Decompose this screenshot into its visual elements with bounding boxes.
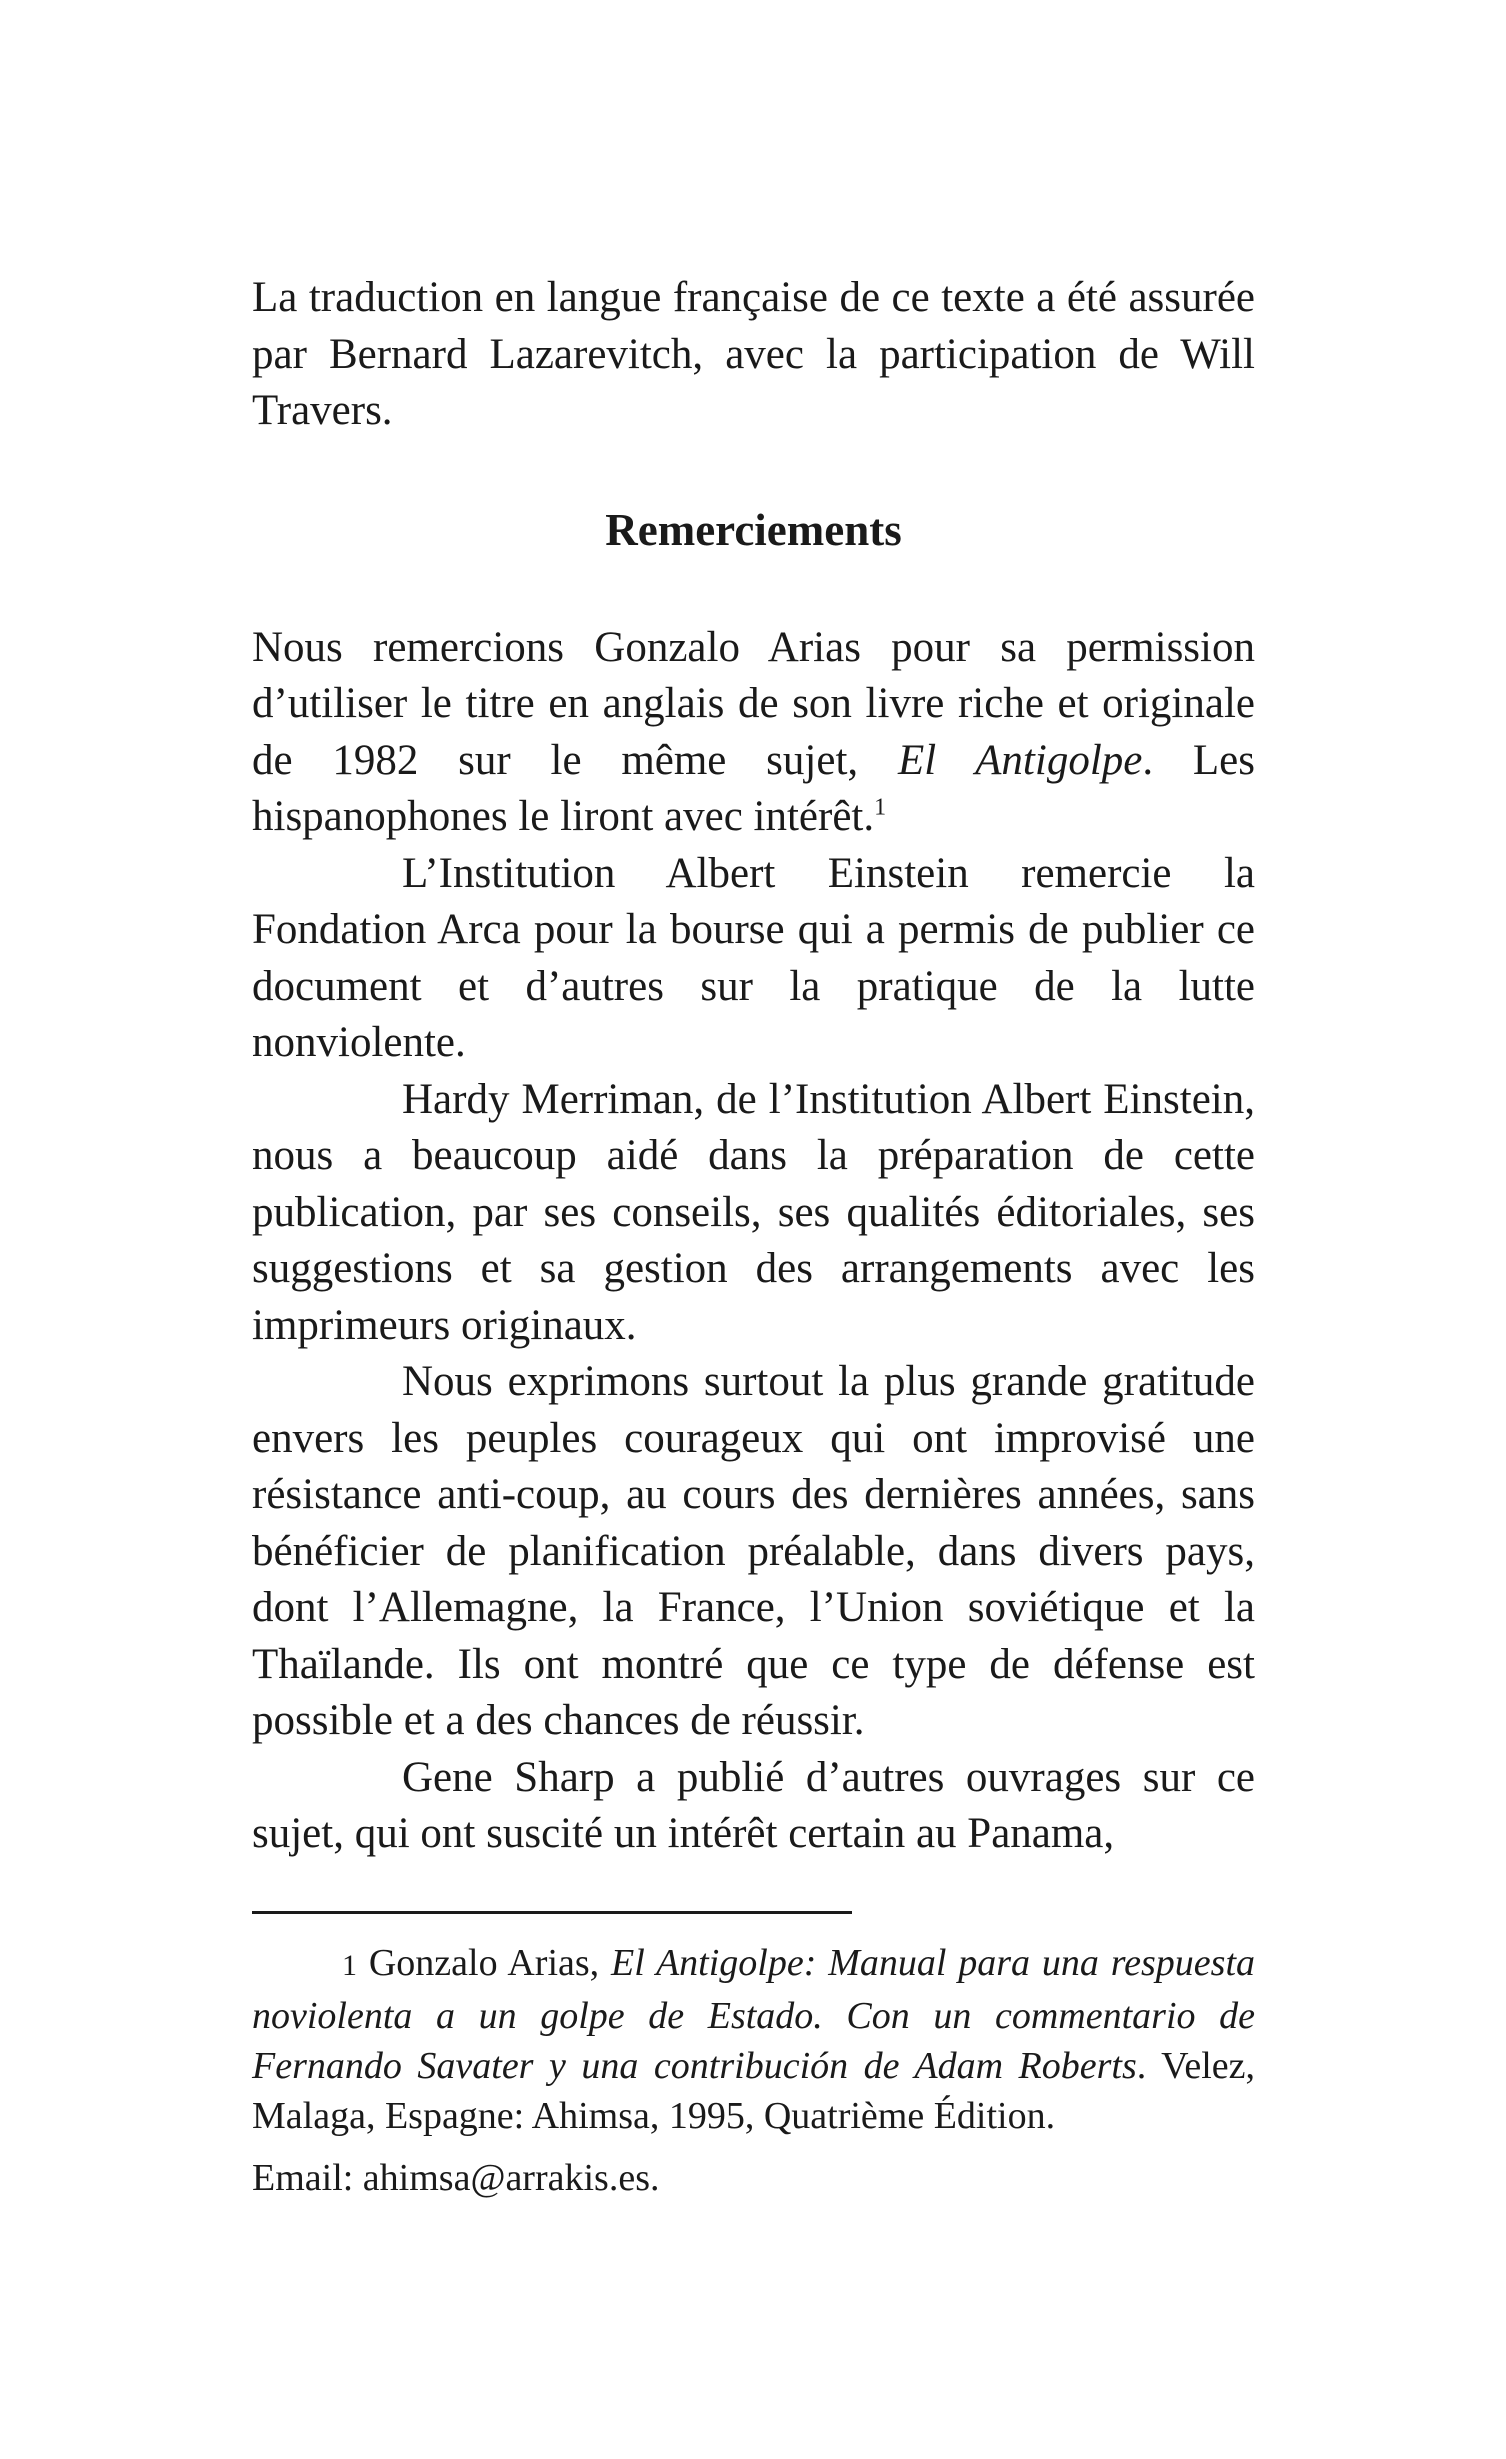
footnote-author: Gonzalo Arias, [368,1942,612,1984]
footnote-divider [252,1911,852,1914]
translation-note: La traduction en langue française de ce texte a été assurée par Bernard Lazarevitch, avec la participation de Will Travers. [252,274,1255,434]
paragraph-3: Hardy Merriman, de l’Institution Albert Einstein, nous a beaucoup aidé dans la préparation de cette publication, par ses conseils, ses qualités éditoriales, ses suggestions et sa gestion des arrangements avec les imprimeurs originaux. [252,1075,1255,1349]
footnote-number: 1 [342,1949,357,1982]
footnote-title: El Antigolpe: Manual para una respuesta noviolenta a un golpe de Estado. Con un commentario de Fernando Savater y una contribución de Adam Roberts [252,1942,1256,2087]
footnote-reference: 1 [874,794,887,821]
footnote-1 [252,1938,1255,2141]
paragraph-5: Gene Sharp a publié d’autres ouvrages sur ce sujet, qui ont suscité un intérêt certain au Panama, [252,1753,1255,1857]
footnote-publication: . Velez, Malaga, Espagne: Ahimsa, 1995, Quatrième Édition. [252,2045,1255,2137]
section-title: Remerciements [605,504,902,555]
paragraph-4: Nous exprimons surtout la plus grande gratitude envers les peuples courageux qui ont improvisé une résistance anti-coup, au cours des dernières années, sans bénéficier de planification préalable, dans divers pays, dont l’Allemagne, la France, l’Union soviétique et la Thaïlande. Ils ont montré que ce type de défense est possible et a des chances de réussir. [252,1358,1255,1744]
paragraph-1-text-a: Nous remercions Gonzalo Arias pour sa permission d’utiliser le titre en anglais de son livre riche et originale de 1982 sur le même sujet, [252,623,1255,784]
book-title: El Antigolpe [897,736,1143,784]
paragraph-2: L’Institution Albert Einstein remercie la Fondation Arca pour la bourse qui a permis de publier ce document et d’autres sur la pratique de la lutte nonviolente. [252,849,1255,1066]
paragraph-1-text-b: . Les hispanophones le liront avec intérêt. [252,736,1255,840]
footnote-email: Email: ahimsa@arrakis.es. [252,2157,660,2199]
paragraph-1 [252,620,1255,846]
footnotes [252,1938,1255,2203]
page-body [252,270,1255,1863]
